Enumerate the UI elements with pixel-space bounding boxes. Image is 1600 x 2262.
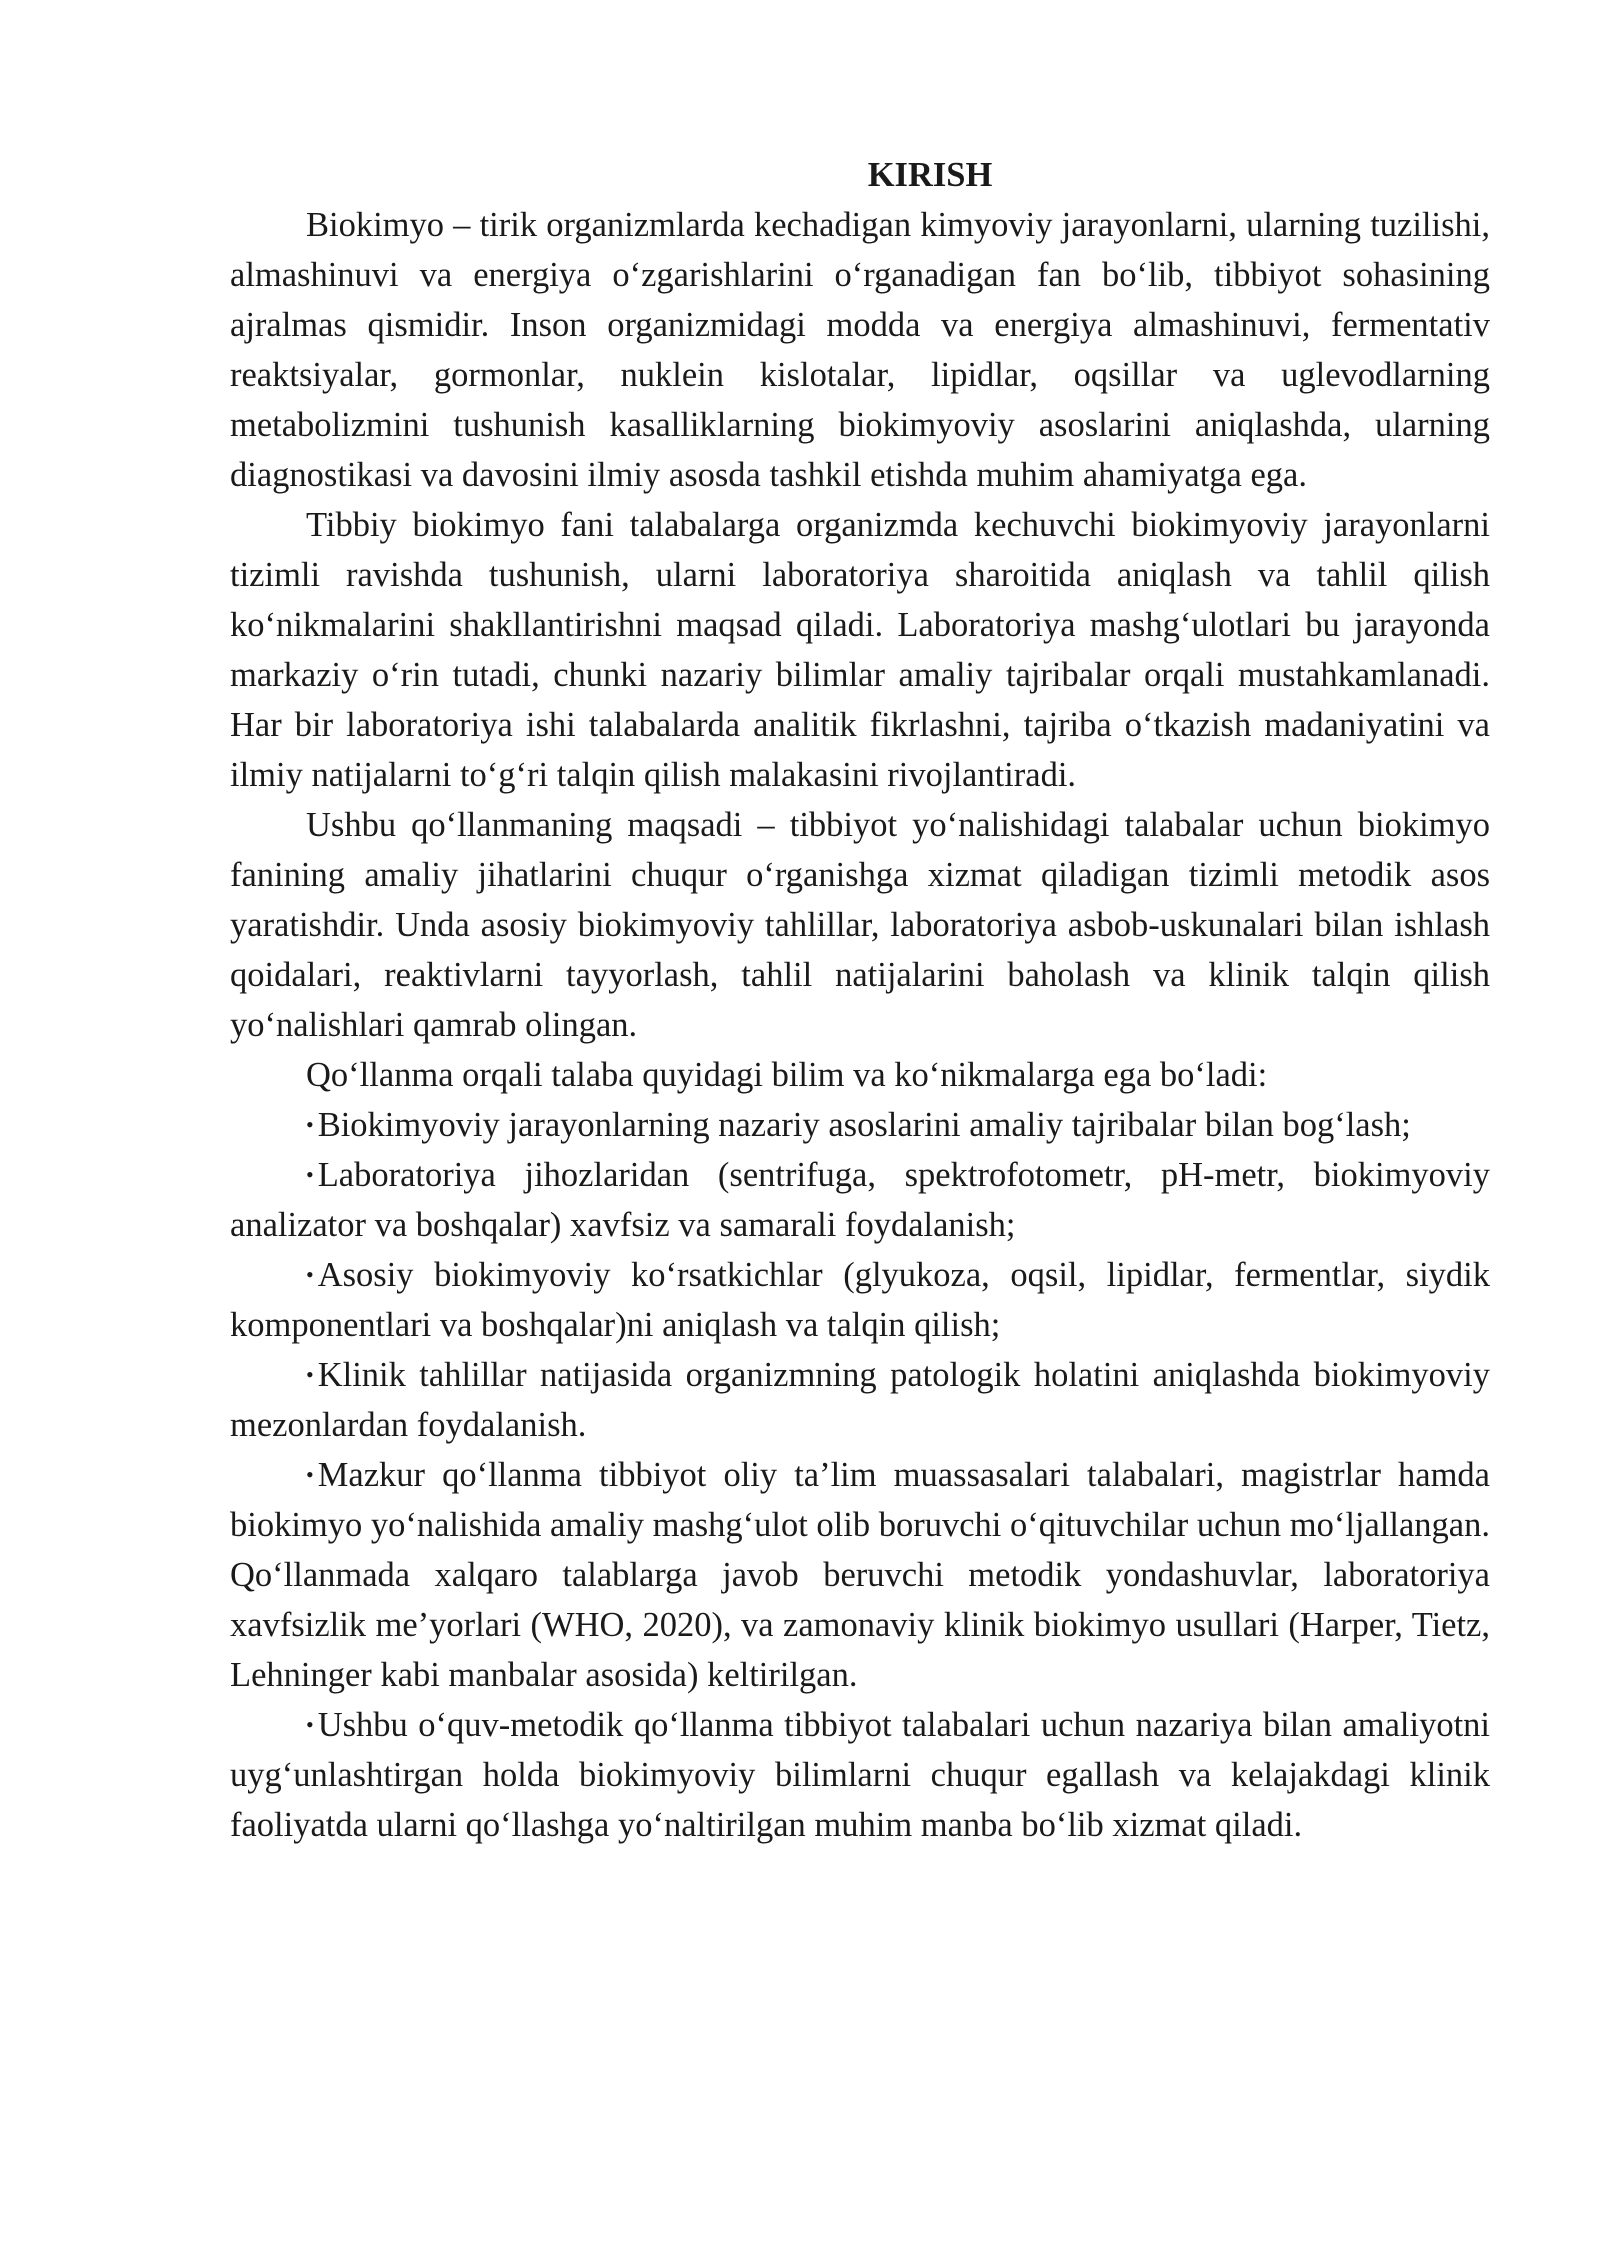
bullet-item	[230, 1450, 1490, 1700]
bullet-text: Asosiy biokimyoviy ko‘rsatkichlar (glyukoza, oqsil, lipidlar, fermentlar, siydik komponentlari va boshqalar)ni aniqlash va talqin qilish;	[230, 1256, 1490, 1344]
paragraph-manual-purpose: Ushbu qo‘llanmaning maqsadi – tibbiyot yo‘nalishidagi talabalar uchun biokimyo fanining amaliy jihatlarini chuqur o‘rganishga xizmat qiladigan tizimli metodik asos yaratishdir. Unda asosiy biokimyoviy tahlillar, laboratoriya asbob-uskunalari bilan ishlash qoidalari, reaktivlarni tayyorlash, tahlil natijalarini baholash va klinik talqin qilish yo‘nalishlari qamrab olingan.	[230, 806, 1490, 1044]
bullet-icon: •	[306, 1362, 314, 1387]
bullet-icon: •	[306, 1112, 314, 1137]
bullet-icon: •	[306, 1712, 314, 1737]
bullet-item	[230, 1250, 1490, 1350]
paragraph-intro: Biokimyo – tirik organizmlarda kechadigan kimyoviy jarayonlarni, ularning tuzilishi, almashinuvi va energiya o‘zgarishlarini o‘rganadigan fan bo‘lib, tibbiyot sohasining ajralmas qismidir. Inson organizmidagi modda va energiya almashinuvi, fermentativ reaktsiyalar, gormonlar, nuklein kislotalar, lipidlar, oqsillar va uglevodlarning metabolizmini tushunish kasalliklarning biokimyoviy asoslarini aniqlashda, ularning diagnostikasi va davosini ilmiy asosda tashkil etishda muhim ahamiyatga ega.	[230, 206, 1490, 494]
bullet-text: Laboratoriya jihozlaridan (sentrifuga, spektrofotometr, pH-metr, biokimyoviy analizator va boshqalar) xavfsiz va samarali foydalanish;	[230, 1156, 1490, 1244]
bullet-item	[230, 1350, 1490, 1450]
document-body	[230, 150, 1490, 1850]
bullet-icon: •	[306, 1162, 314, 1187]
bullet-text: Mazkur qo‘llanma tibbiyot oliy ta’lim muassasalari talabalari, magistrlar hamda biokimyo yo‘nalishida amaliy mashg‘ulot olib boruvchi o‘qituvchilar uchun mo‘ljallangan. Qo‘llanmada xalqaro talablarga javob beruvchi metodik yondashuvlar, laboratoriya xavfsizlik me’yorlari (WHO, 2020), va zamonaviy klinik biokimyo usullari (Harper, Tietz, Lehninger kabi manbalar asosida) keltirilgan.	[230, 1456, 1490, 1694]
bullet-item	[230, 1100, 1490, 1150]
bullet-text: Biokimyoviy jarayonlarning nazariy asoslarini amaliy tajribalar bilan bog‘lash;	[317, 1106, 1411, 1144]
bullet-item	[230, 1150, 1490, 1250]
bullet-icon: •	[306, 1462, 314, 1487]
bullet-item	[230, 1700, 1490, 1850]
bullet-text: Klinik tahlillar natijasida organizmning patologik holatini aniqlashda biokimyoviy mezonlardan foydalanish.	[230, 1356, 1490, 1444]
bullet-icon: •	[306, 1262, 314, 1287]
page-title: KIRISH	[867, 156, 993, 194]
paragraph-course-aims: Tibbiy biokimyo fani talabalarga organizmda kechuvchi biokimyoviy jarayonlarni tizimli ravishda tushunish, ularni laboratoriya sharoitida aniqlash va tahlil qilish ko‘nikmalarini shakllantirishni maqsad qiladi. Laboratoriya mashg‘ulotlari bu jarayonda markaziy o‘rin tutadi, chunki nazariy bilimlar amaliy tajribalar orqali mustahkamlanadi. Har bir laboratoriya ishi talabalarda analitik fikrlashni, tajriba o‘tkazish madaniyatini va ilmiy natijalarni to‘g‘ri talqin qilish malakasini rivojlantiradi.	[230, 506, 1490, 794]
bullet-text: Ushbu o‘quv-metodik qo‘llanma tibbiyot talabalari uchun nazariya bilan amaliyotni uyg‘unlashtirgan holda biokimyoviy bilimlarni chuqur egallash va kelajakdagi klinik faoliyatda ularni qo‘llashga yo‘naltirilgan muhim manba bo‘lib xizmat qiladi.	[230, 1706, 1490, 1844]
paragraph-skills-intro: Qo‘llanma orqali talaba quyidagi bilim va ko‘nikmalarga ega bo‘ladi:	[306, 1056, 1268, 1094]
